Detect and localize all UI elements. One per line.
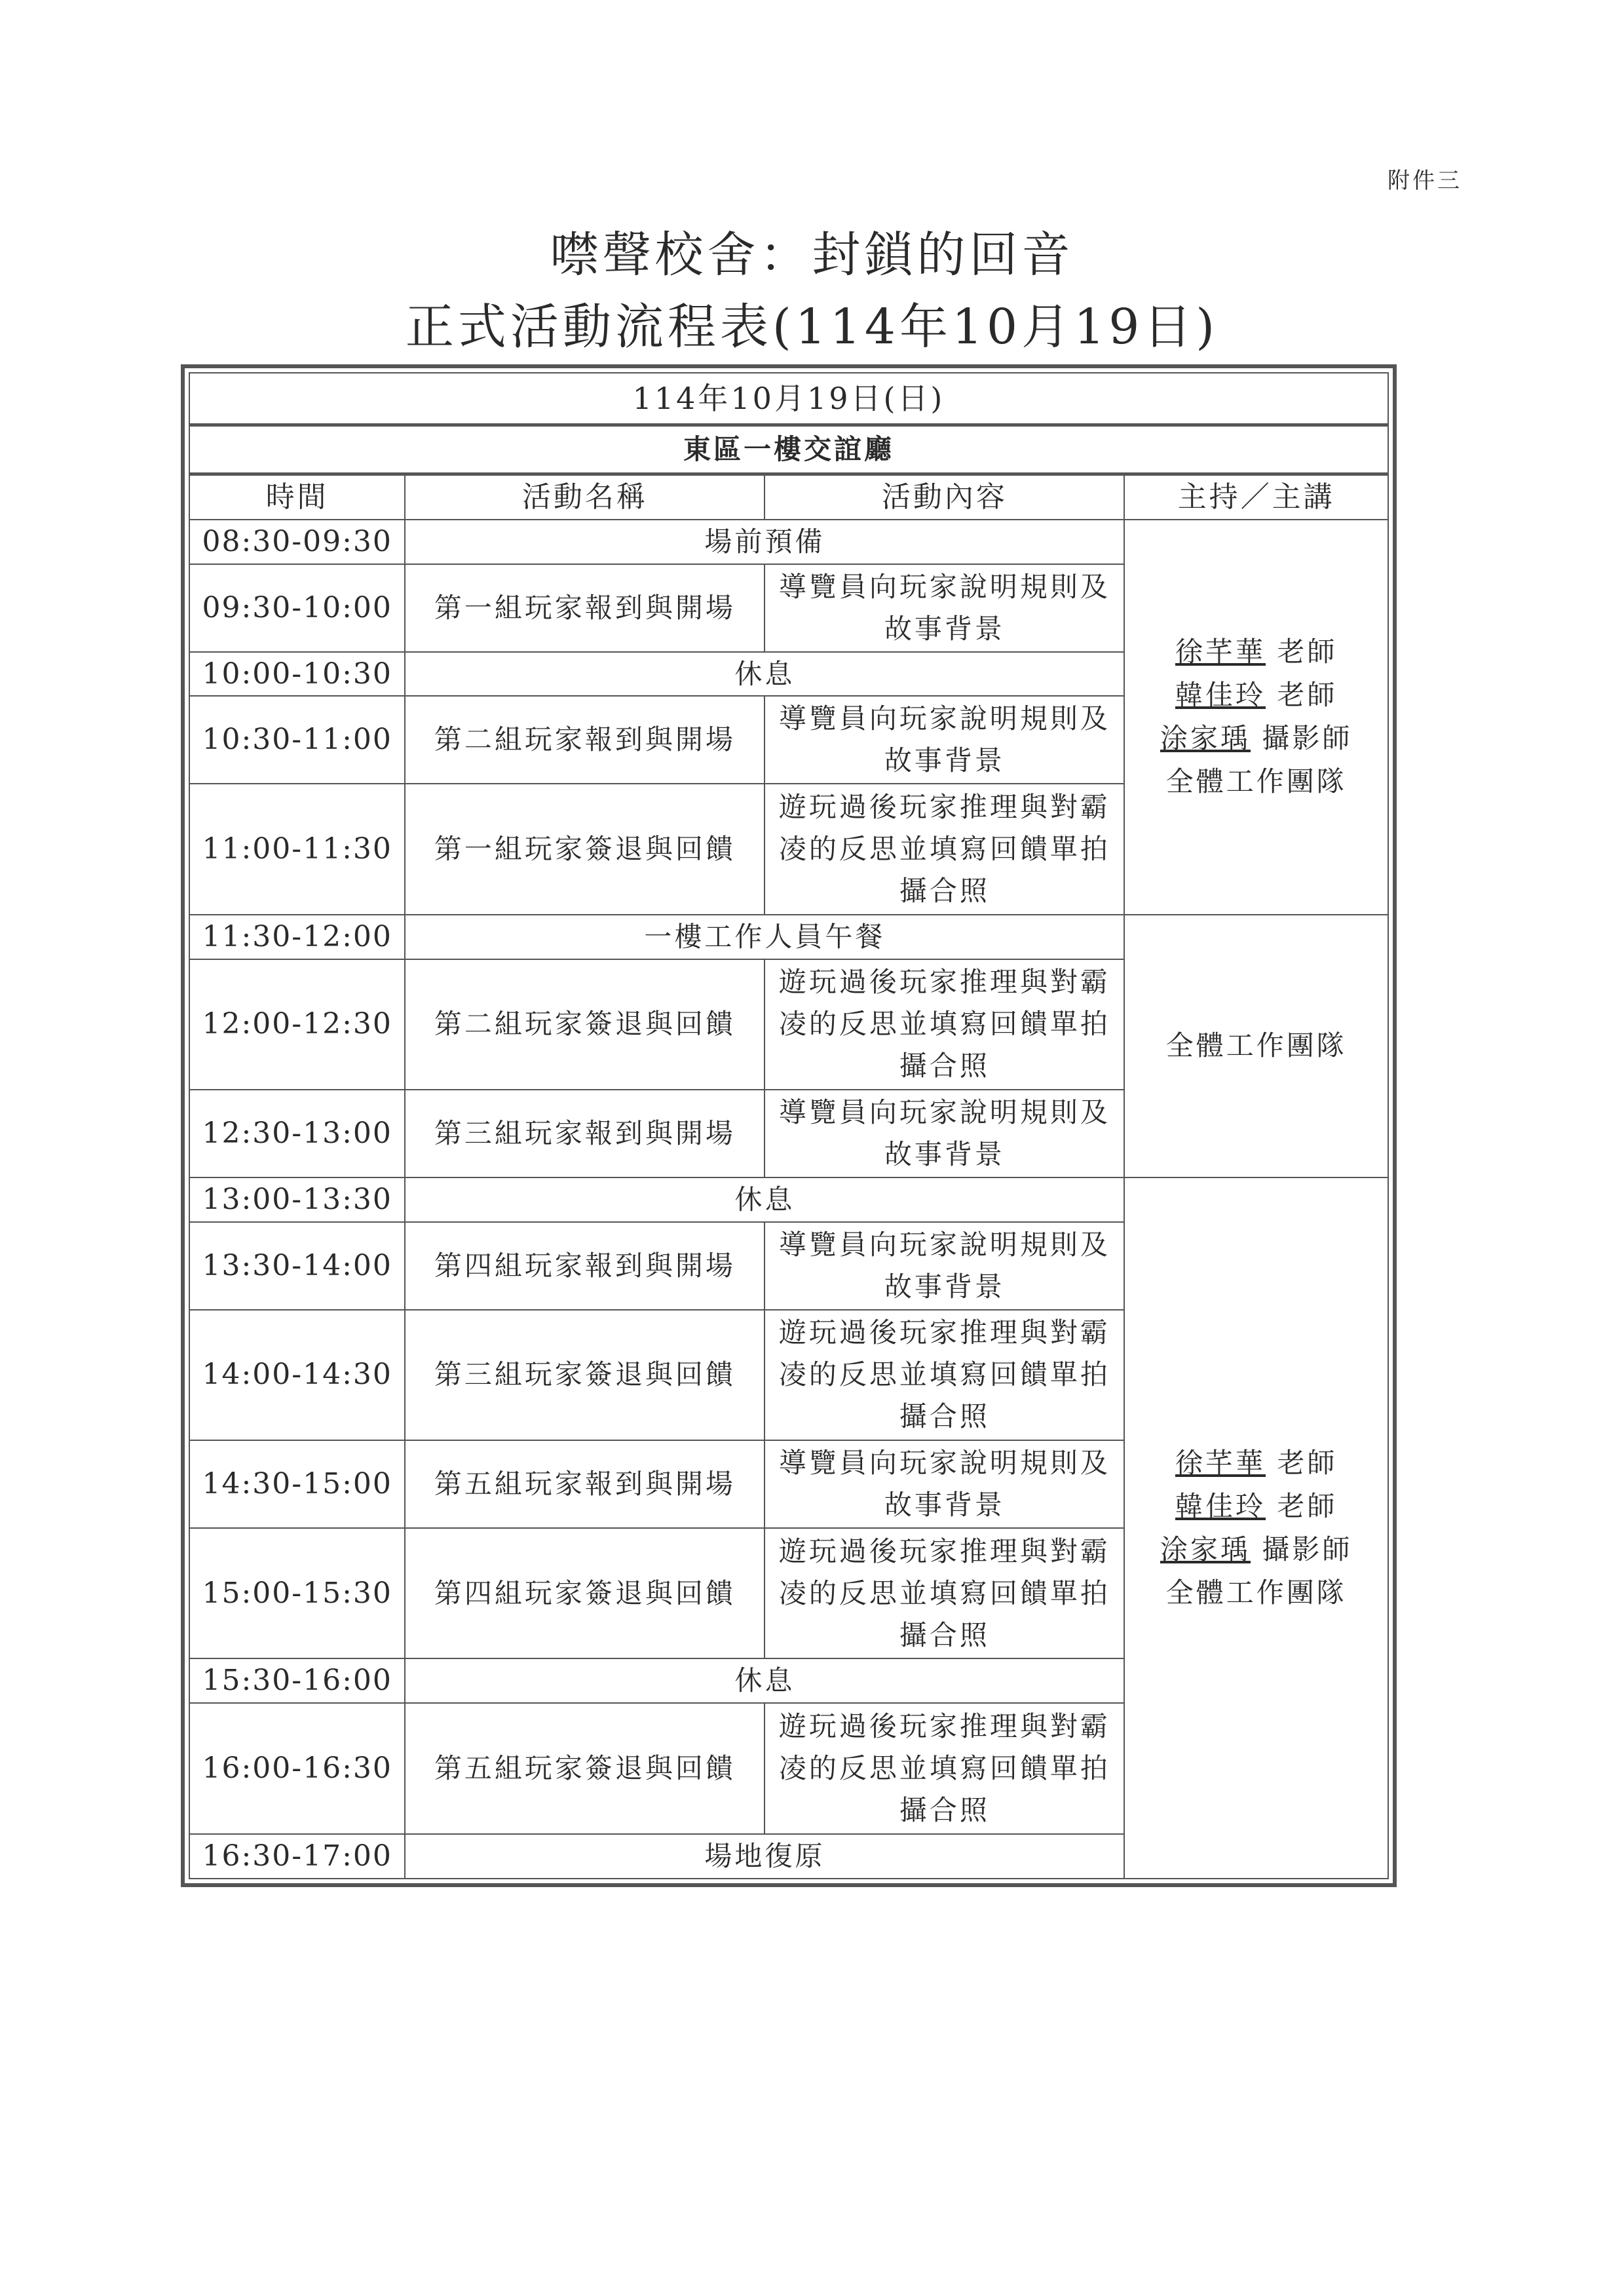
row-activity-name: 第四組玩家簽退與回饋 — [405, 1528, 765, 1659]
row-time: 14:30-15:00 — [189, 1440, 405, 1528]
row-activity-name: 第三組玩家簽退與回饋 — [405, 1310, 765, 1441]
row-time: 14:00-14:30 — [189, 1310, 405, 1441]
row-time: 16:00-16:30 — [189, 1703, 405, 1834]
row-time: 15:00-15:30 — [189, 1528, 405, 1659]
row-span-text: 一樓工作人員午餐 — [405, 915, 1124, 959]
row-activity-content: 遊玩過後玩家推理與對霸凌的反思並填寫回饋單拍攝合照 — [765, 1310, 1124, 1441]
header-content: 活動內容 — [765, 474, 1124, 520]
host-name: 徐芊華 — [1175, 1446, 1266, 1479]
header-name: 活動名稱 — [405, 474, 765, 520]
row-time: 12:30-13:00 — [189, 1090, 405, 1177]
row-activity-content: 導覽員向玩家說明規則及故事背景 — [765, 1440, 1124, 1528]
row-activity-name: 第一組玩家簽退與回饋 — [405, 784, 765, 915]
row-activity-content: 遊玩過後玩家推理與對霸凌的反思並填寫回饋單拍攝合照 — [765, 784, 1124, 915]
row-time: 11:30-12:00 — [189, 915, 405, 959]
row-time: 08:30-09:30 — [189, 520, 405, 564]
row-span-text: 休息 — [405, 1177, 1124, 1222]
host-name: 徐芊華 — [1175, 636, 1266, 668]
row-time: 13:30-14:00 — [189, 1222, 405, 1310]
row-span-text: 場前預備 — [405, 520, 1124, 564]
row-activity-content: 遊玩過後玩家推理與對霸凌的反思並填寫回饋單拍攝合照 — [765, 1528, 1124, 1659]
row-activity-name: 第三組玩家報到與開場 — [405, 1090, 765, 1177]
host-name: 涂家瑀 — [1160, 1533, 1251, 1565]
host-role: 攝影師 — [1262, 1533, 1353, 1565]
row-time: 10:00-10:30 — [189, 652, 405, 697]
host-cell-2: 全體工作團隊 — [1124, 915, 1388, 1177]
row-activity-name: 第五組玩家報到與開場 — [405, 1440, 765, 1528]
row-activity-name: 第二組玩家簽退與回饋 — [405, 959, 765, 1090]
row-activity-content: 導覽員向玩家說明規則及故事背景 — [765, 696, 1124, 784]
row-activity-name: 第五組玩家簽退與回饋 — [405, 1703, 765, 1834]
row-activity-content: 導覽員向玩家說明規則及故事背景 — [765, 1090, 1124, 1177]
row-time: 15:30-16:00 — [189, 1658, 405, 1703]
row-time: 12:00-12:30 — [189, 959, 405, 1090]
schedule-table — [189, 372, 1389, 1879]
document-subtitle: 正式活動流程表(114年10月19日) — [405, 299, 1219, 355]
row-span-text: 休息 — [405, 1658, 1124, 1703]
host-cell-1 — [1124, 520, 1388, 915]
row-time: 09:30-10:00 — [189, 564, 405, 652]
header-time: 時間 — [189, 474, 405, 520]
row-span-text: 場地復原 — [405, 1834, 1124, 1879]
host-name: 韓佳玲 — [1175, 1489, 1266, 1522]
host-role: 老師 — [1277, 1489, 1338, 1522]
row-activity-content: 導覽員向玩家說明規則及故事背景 — [765, 1222, 1124, 1310]
row-activity-content: 遊玩過後玩家推理與對霸凌的反思並填寫回饋單拍攝合照 — [765, 959, 1124, 1090]
row-time: 16:30-17:00 — [189, 1834, 405, 1879]
header-host: 主持／主講 — [1124, 474, 1388, 520]
host-role: 老師 — [1277, 1446, 1338, 1479]
document-title: 噤聲校舍：封鎖的回音 — [550, 227, 1074, 283]
host-name: 涂家瑀 — [1160, 722, 1251, 755]
host-cell-3 — [1124, 1177, 1388, 1879]
table-row — [189, 520, 1388, 564]
table-date: 114年10月19日(日) — [189, 373, 1388, 425]
attachment-label: 附件三 — [1388, 168, 1462, 194]
row-activity-name: 第二組玩家報到與開場 — [405, 696, 765, 784]
row-activity-content: 導覽員向玩家說明規則及故事背景 — [765, 564, 1124, 652]
table-venue: 東區一樓交誼廳 — [189, 425, 1388, 474]
host-name: 韓佳玲 — [1175, 679, 1266, 712]
host-role: 老師 — [1277, 636, 1338, 668]
row-time: 11:00-11:30 — [189, 784, 405, 915]
row-time: 10:30-11:00 — [189, 696, 405, 784]
row-activity-content: 遊玩過後玩家推理與對霸凌的反思並填寫回饋單拍攝合照 — [765, 1703, 1124, 1834]
host-role: 攝影師 — [1262, 722, 1353, 755]
table-row — [189, 915, 1388, 959]
row-activity-name: 第四組玩家報到與開場 — [405, 1222, 765, 1310]
host-role: 老師 — [1277, 679, 1338, 712]
row-time: 13:00-13:30 — [189, 1177, 405, 1222]
host-role: 全體工作團隊 — [1165, 1576, 1347, 1609]
schedule-table-frame — [181, 364, 1397, 1887]
row-span-text: 休息 — [405, 652, 1124, 697]
row-activity-name: 第一組玩家報到與開場 — [405, 564, 765, 652]
table-row — [189, 1177, 1388, 1222]
host-role: 全體工作團隊 — [1165, 765, 1347, 798]
